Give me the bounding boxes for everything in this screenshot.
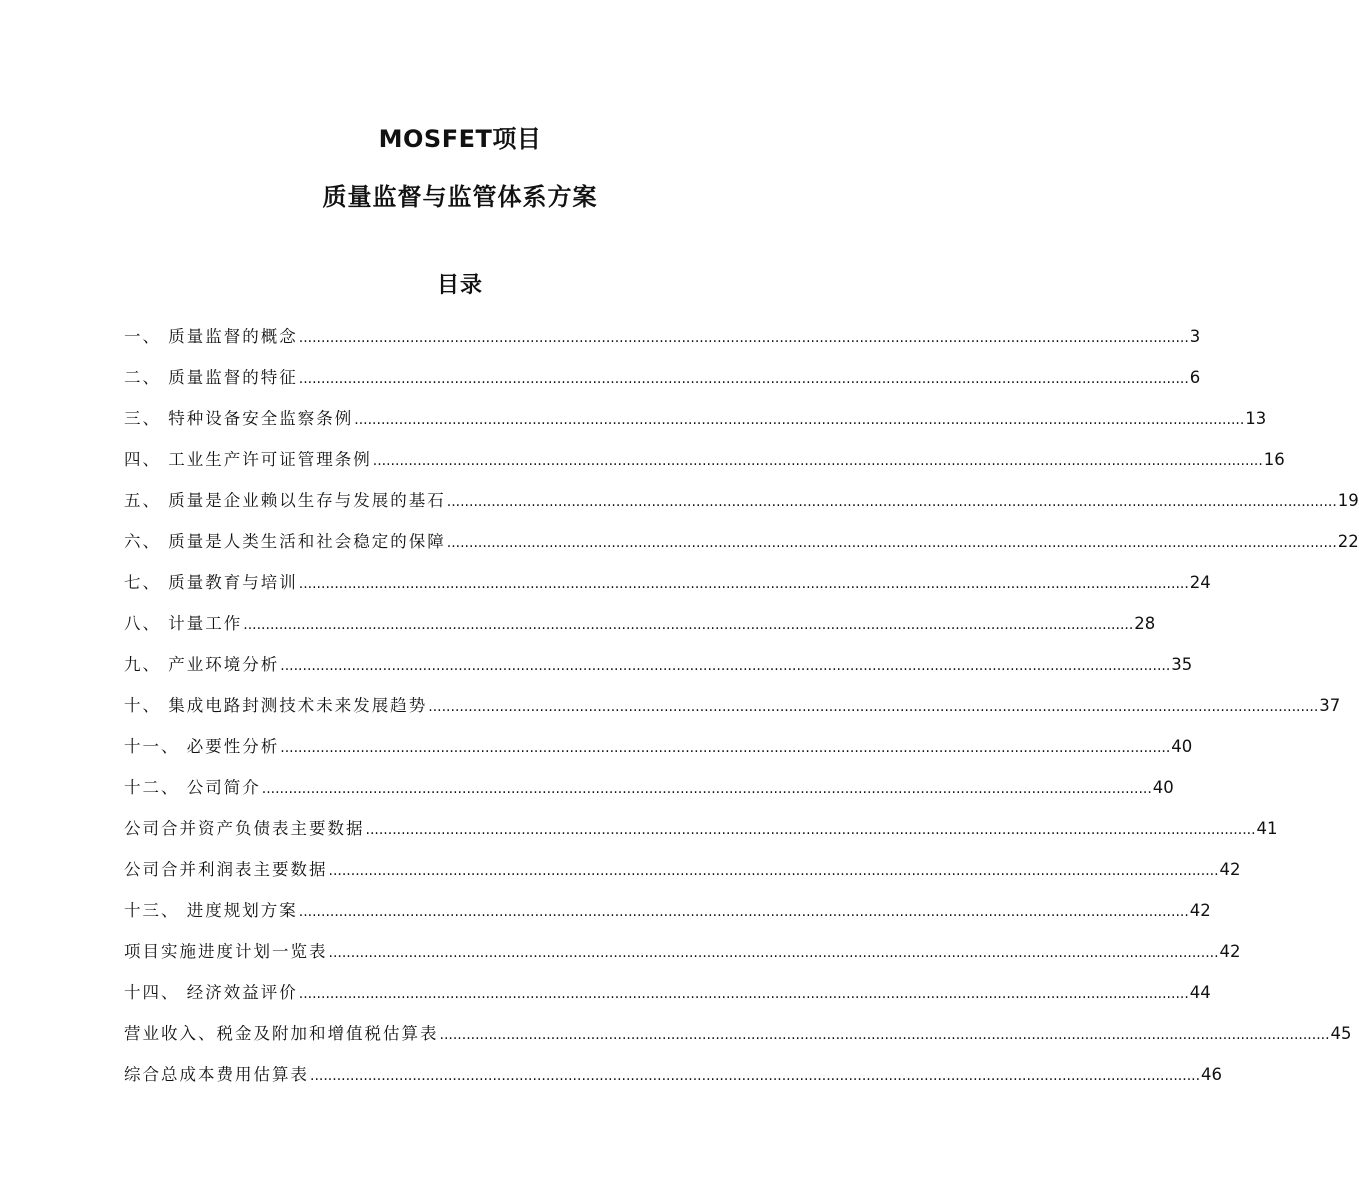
toc-entry-page: 16	[1263, 450, 1285, 469]
toc-entry-label: 六、 质量是人类生活和社会稳定的保障	[124, 532, 446, 551]
toc-entry[interactable]	[124, 1060, 1223, 1101]
toc-entry-label: 三、 特种设备安全监察条例	[124, 409, 354, 428]
toc-entry-label: 一、 质量监督的概念	[124, 327, 298, 346]
toc-entry-page: 28	[1134, 614, 1156, 633]
toc-leader-dots: ........................................................................................................................................................................................................	[310, 1068, 1201, 1084]
toc-leader-dots: ........................................................................................................................................................................................................	[365, 822, 1256, 838]
toc-entry-page: 6	[1189, 368, 1201, 387]
toc-entry[interactable]	[124, 1019, 1352, 1060]
toc-entry-label: 公司合并资产负债表主要数据	[124, 819, 365, 838]
toc-leader-dots: ........................................................................................................................................................................................................	[328, 945, 1219, 961]
toc-leader-dots: ........................................................................................................................................................................................................	[243, 617, 1134, 633]
toc-leader-dots: ........................................................................................................................................................................................................	[428, 699, 1319, 715]
toc-entry[interactable]	[124, 855, 1241, 896]
toc-entry[interactable]	[124, 732, 1193, 773]
document-title: MOSFET项目	[378, 125, 542, 153]
toc-entry[interactable]	[124, 773, 1174, 814]
toc-entry-page: 13	[1245, 409, 1267, 428]
toc-entry[interactable]	[124, 896, 1211, 937]
toc-entry-label: 九、 产业环境分析	[124, 655, 280, 674]
toc-entry-page: 24	[1189, 573, 1211, 592]
toc-entry-label: 综合总成本费用估算表	[124, 1065, 309, 1084]
toc-leader-dots: ........................................................................................................................................................................................................	[328, 863, 1219, 879]
table-of-contents	[124, 322, 1359, 1101]
toc-entry-label: 四、 工业生产许可证管理条例	[124, 450, 372, 469]
toc-entry[interactable]	[124, 691, 1341, 732]
toc-entry-page: 44	[1189, 983, 1211, 1002]
toc-entry-page: 40	[1152, 778, 1174, 797]
toc-entry-page: 42	[1219, 860, 1241, 879]
toc-entry-page: 37	[1319, 696, 1341, 715]
toc-entry-label: 十二、 公司简介	[124, 778, 261, 797]
toc-leader-dots: ........................................................................................................................................................................................................	[261, 781, 1152, 797]
toc-leader-dots: ........................................................................................................................................................................................................	[446, 494, 1337, 510]
toc-leader-dots: ........................................................................................................................................................................................................	[446, 535, 1337, 551]
toc-entry[interactable]	[124, 363, 1201, 404]
toc-leader-dots: ........................................................................................................................................................................................................	[280, 658, 1171, 674]
toc-leader-dots: ........................................................................................................................................................................................................	[298, 371, 1189, 387]
toc-leader-dots: ........................................................................................................................................................................................................	[439, 1027, 1330, 1043]
toc-leader-dots: ........................................................................................................................................................................................................	[280, 740, 1171, 756]
toc-entry-page: 35	[1171, 655, 1193, 674]
toc-entry-page: 42	[1219, 942, 1241, 961]
toc-entry[interactable]	[124, 814, 1278, 855]
toc-entry-label: 七、 质量教育与培训	[124, 573, 298, 592]
toc-entry-label: 十一、 必要性分析	[124, 737, 280, 756]
toc-entry-label: 项目实施进度计划一览表	[124, 942, 328, 961]
toc-entry[interactable]	[124, 404, 1267, 445]
toc-entry-page: 22	[1337, 532, 1359, 551]
toc-leader-dots: ........................................................................................................................................................................................................	[372, 453, 1263, 469]
toc-entry-label: 营业收入、税金及附加和增值税估算表	[124, 1024, 439, 1043]
toc-entry-page: 3	[1189, 327, 1201, 346]
toc-leader-dots: ........................................................................................................................................................................................................	[298, 904, 1189, 920]
toc-entry-label: 八、 计量工作	[124, 614, 243, 633]
toc-entry-label: 十四、 经济效益评价	[124, 983, 298, 1002]
toc-entry[interactable]	[124, 937, 1241, 978]
toc-entry-page: 42	[1189, 901, 1211, 920]
toc-leader-dots: ........................................................................................................................................................................................................	[298, 986, 1189, 1002]
toc-entry[interactable]	[124, 445, 1285, 486]
toc-entry-page: 41	[1256, 819, 1278, 838]
toc-entry-label: 二、 质量监督的特征	[124, 368, 298, 387]
toc-entry-page: 45	[1330, 1024, 1352, 1043]
toc-entry-label: 公司合并利润表主要数据	[124, 860, 328, 879]
toc-entry[interactable]	[124, 568, 1211, 609]
toc-entry-label: 五、 质量是企业赖以生存与发展的基石	[124, 491, 446, 510]
toc-leader-dots: ........................................................................................................................................................................................................	[298, 330, 1189, 346]
document-subtitle: 质量监督与监管体系方案	[322, 183, 598, 211]
toc-entry-label: 十三、 进度规划方案	[124, 901, 298, 920]
toc-entry-page: 40	[1171, 737, 1193, 756]
toc-leader-dots: ........................................................................................................................................................................................................	[298, 576, 1189, 592]
toc-leader-dots: ........................................................................................................................................................................................................	[354, 412, 1245, 428]
toc-entry[interactable]	[124, 486, 1359, 527]
toc-entry[interactable]	[124, 609, 1156, 650]
toc-entry[interactable]	[124, 978, 1211, 1019]
toc-entry[interactable]	[124, 322, 1201, 363]
toc-entry-page: 46	[1201, 1065, 1223, 1084]
toc-entry-label: 十、 集成电路封测技术未来发展趋势	[124, 696, 428, 715]
toc-entry[interactable]	[124, 650, 1193, 691]
toc-entry-page: 19	[1337, 491, 1359, 510]
toc-heading: 目录	[436, 273, 483, 298]
toc-entry[interactable]	[124, 527, 1359, 568]
